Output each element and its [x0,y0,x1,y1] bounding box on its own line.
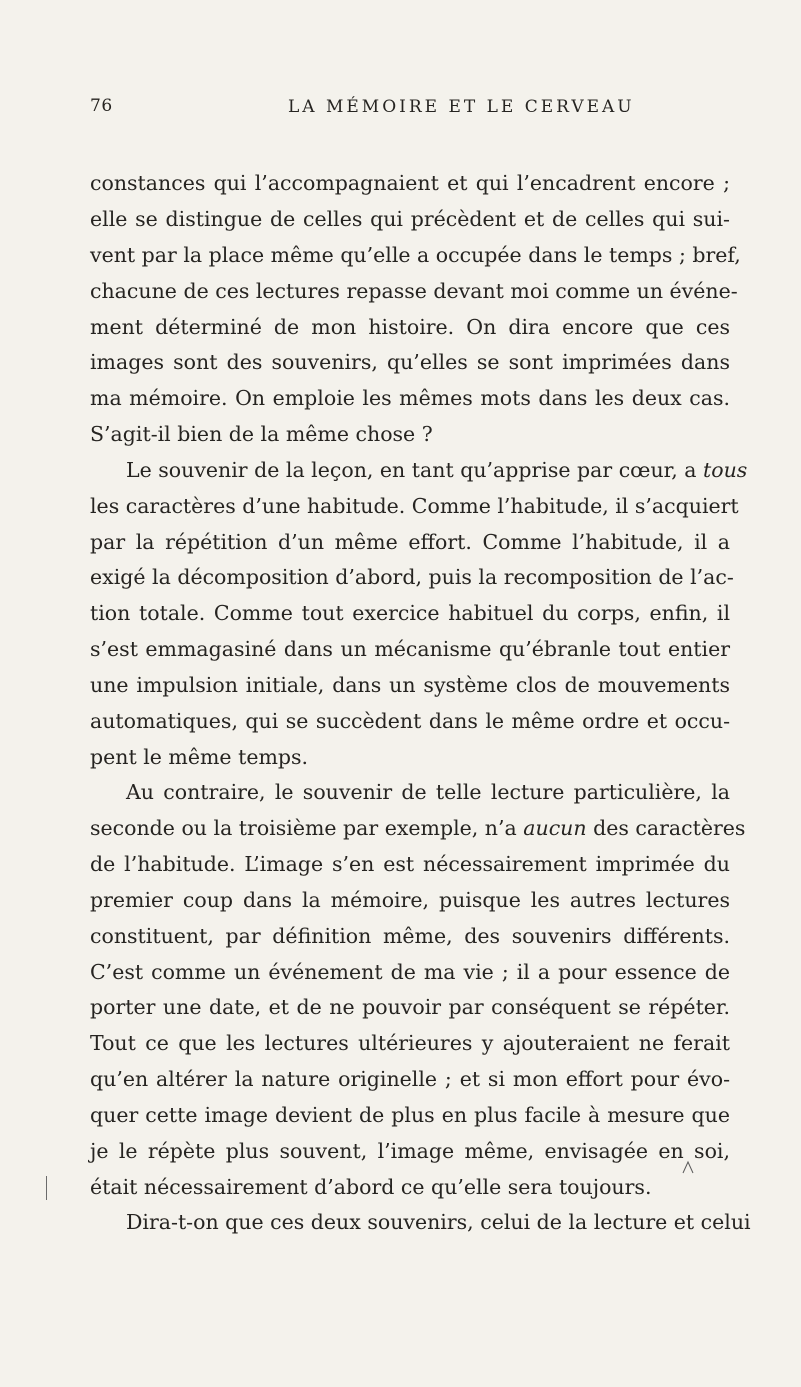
page-header [90,96,730,126]
text-line: tion totale. Comme tout exercice habituel du corps, enfin, il [90,601,730,625]
text-line [90,815,746,841]
text-line: porter une date, et de ne pouvoir par conséquent se répéter. [90,995,730,1019]
text-line [126,457,748,483]
text-line: vent par la place même qu’elle a occupée dans le temps ; bref, [90,243,741,267]
text-line: était nécessairement d’abord ce qu’elle sera toujours. [90,1175,652,1199]
text-line: je le répète plus souvent, l’image même, envisagée en soi, [90,1139,730,1163]
margin-bracket-mark [46,1176,53,1200]
text-line: elle se distingue de celles qui précèdent et de celles qui sui- [90,207,730,231]
text-line: exigé la décomposition d’abord, puis la recomposition de l’ac- [90,565,734,589]
text-segment: seconde ou la troisième par exemple, n’a [90,816,517,840]
text-line: pent le même temps. [90,745,309,769]
text-line: C’est comme un événement de ma vie ; il a pour essence de [90,960,730,984]
text-line: s’est emmagasiné dans un mécanisme qu’ébranle tout entier [90,637,730,661]
text-line: constances qui l’accompagnaient et qui l’encadrent encore ; [90,171,730,195]
page-number: 76 [90,96,113,116]
running-title: LA MÉMOIRE ET LE CERVEAU [288,97,635,117]
text-line: images sont des souvenirs, qu’elles se sont imprimées dans [90,350,730,374]
text-line: par la répétition d’un même effort. Comme l’habitude, il a [90,530,730,554]
text-segment: Le souvenir de la leçon, en tant qu’apprise par cœur, a [126,458,697,482]
text-segment: des caractères [593,816,746,840]
pencil-caret-mark [682,1160,694,1174]
text-line: S’agit-il bien de la même chose ? [90,422,433,446]
text-line: ment déterminé de mon histoire. On dira encore que ces [90,315,730,339]
text-line: une impulsion initiale, dans un système clos de mouvements [90,673,730,697]
text-line: qu’en altérer la nature originelle ; et si mon effort pour évo- [90,1067,730,1091]
text-line: chacune de ces lectures repasse devant moi comme un événe- [90,279,738,303]
text-line: Au contraire, le souvenir de telle lecture particulière, la [126,780,730,804]
text-line: de l’habitude. L’image s’en est nécessairement imprimée du [90,852,730,876]
text-line: premier coup dans la mémoire, puisque les autres lectures [90,888,730,912]
text-line: quer cette image devient de plus en plus facile à mesure que [90,1103,730,1127]
text-line: automatiques, qui se succèdent dans le même ordre et occu- [90,709,730,733]
text-line: constituent, par définition même, des souvenirs différents. [90,924,730,948]
emphasis-word: tous [702,458,748,482]
text-line: ma mémoire. On emploie les mêmes mots dans les deux cas. [90,386,730,410]
text-line: les caractères d’une habitude. Comme l’habitude, il s’acquiert [90,494,739,518]
emphasis-word: aucun [523,816,587,840]
text-line: Tout ce que les lectures ultérieures y ajouteraient ne ferait [90,1031,730,1055]
text-line: Dira-t-on que ces deux souvenirs, celui de la lecture et celui [126,1210,751,1234]
